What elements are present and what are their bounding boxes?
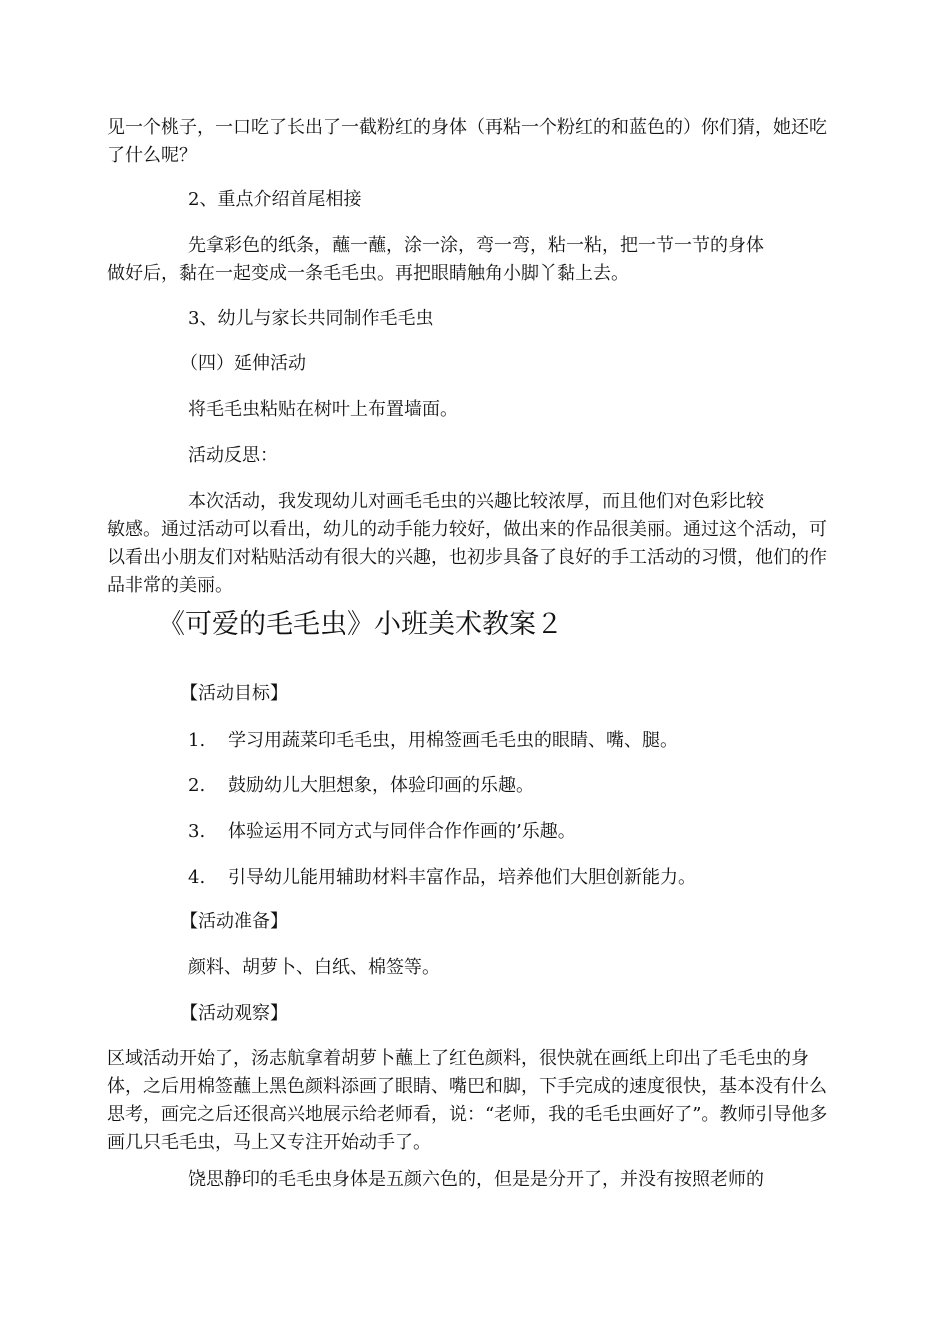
goal-number: 3.	[188, 821, 206, 842]
reflection-heading: 活动反思：	[188, 445, 278, 466]
goal-text: 学习用蔬菜印毛毛虫，用棉签画毛毛虫的眼睛、嘴、腿。	[228, 730, 678, 751]
prep-heading: 【活动准备】	[180, 911, 288, 932]
paragraph-extension: 将毛毛虫粘贴在树叶上布置墙面。	[188, 399, 458, 420]
goal-item	[188, 772, 534, 800]
paragraph-observation-2: 饶思静印的毛毛虫身体是五颜六色的，但是是分开了，并没有按照老师的	[188, 1169, 764, 1190]
paragraph-method-line2: 做好后，黏在一起变成一条毛毛虫。再把眼睛触角小脚丫黏上去。	[107, 263, 629, 284]
goal-item	[188, 727, 678, 755]
paragraph-observation-1: 区域活动开始了，汤志航拿着胡萝卜蘸上了红色颜料，很快就在画纸上印出了毛毛虫的身体，之后用棉签蘸上黑色颜料添画了眼睛、嘴巴和脚，下手完成的速度很快，基本没有什么思考，画完之后还很高兴地展示给老师看，说：“老师，我的毛毛虫画好了”。教师引导他多画几只毛毛虫，马上又专注开始动手了。	[107, 1048, 828, 1153]
goal-text: 引导幼儿能用辅助材料丰富作品，培养他们大胆创新能力。	[228, 867, 696, 888]
goals-heading: 【活动目标】	[180, 683, 288, 704]
goal-number: 2.	[188, 775, 206, 796]
lesson-plan-title: 《可爱的毛毛虫》小班美术教案２	[158, 609, 563, 640]
goal-item	[188, 864, 696, 892]
paragraph-reflection-line1: 本次活动，我发现幼儿对画毛毛虫的兴趣比较浓厚，而且他们对色彩比较	[188, 491, 764, 512]
goal-number: 1.	[188, 730, 206, 751]
paragraph-reflection-rest: 敏感。通过活动可以看出，幼儿的动手能力较好，做出来的作品很美丽。通过这个活动，可以看出小朋友们对粘贴活动有很大的兴趣，也初步具备了良好的手工活动的习惯，他们的作品非常的美丽。	[107, 519, 827, 596]
paragraph-method-line1: 先拿彩色的纸条，蘸一蘸，涂一涂，弯一弯，粘一粘，把一节一节的身体	[188, 235, 764, 256]
section-extension-heading: （四）延伸活动	[180, 353, 306, 374]
step-3-heading: 3、幼儿与家长共同制作毛毛虫	[188, 308, 434, 329]
observe-heading: 【活动观察】	[180, 1003, 288, 1024]
goal-text: 鼓励幼儿大胆想象，体验印画的乐趣。	[228, 775, 534, 796]
goal-text: 体验运用不同方式与同伴合作作画的’乐趣。	[228, 821, 576, 842]
step-2-heading: 2、重点介绍首尾相接	[188, 189, 362, 210]
goal-number: 4.	[188, 867, 206, 888]
paragraph-peach: 见一个桃子，一口吃了长出了一截粉红的身体（再粘一个粉红的和蓝色的）你们猜，她还吃了什么呢？	[107, 117, 827, 166]
goal-item	[188, 818, 576, 846]
prep-text: 颜料、胡萝卜、白纸、棉签等。	[188, 957, 440, 978]
